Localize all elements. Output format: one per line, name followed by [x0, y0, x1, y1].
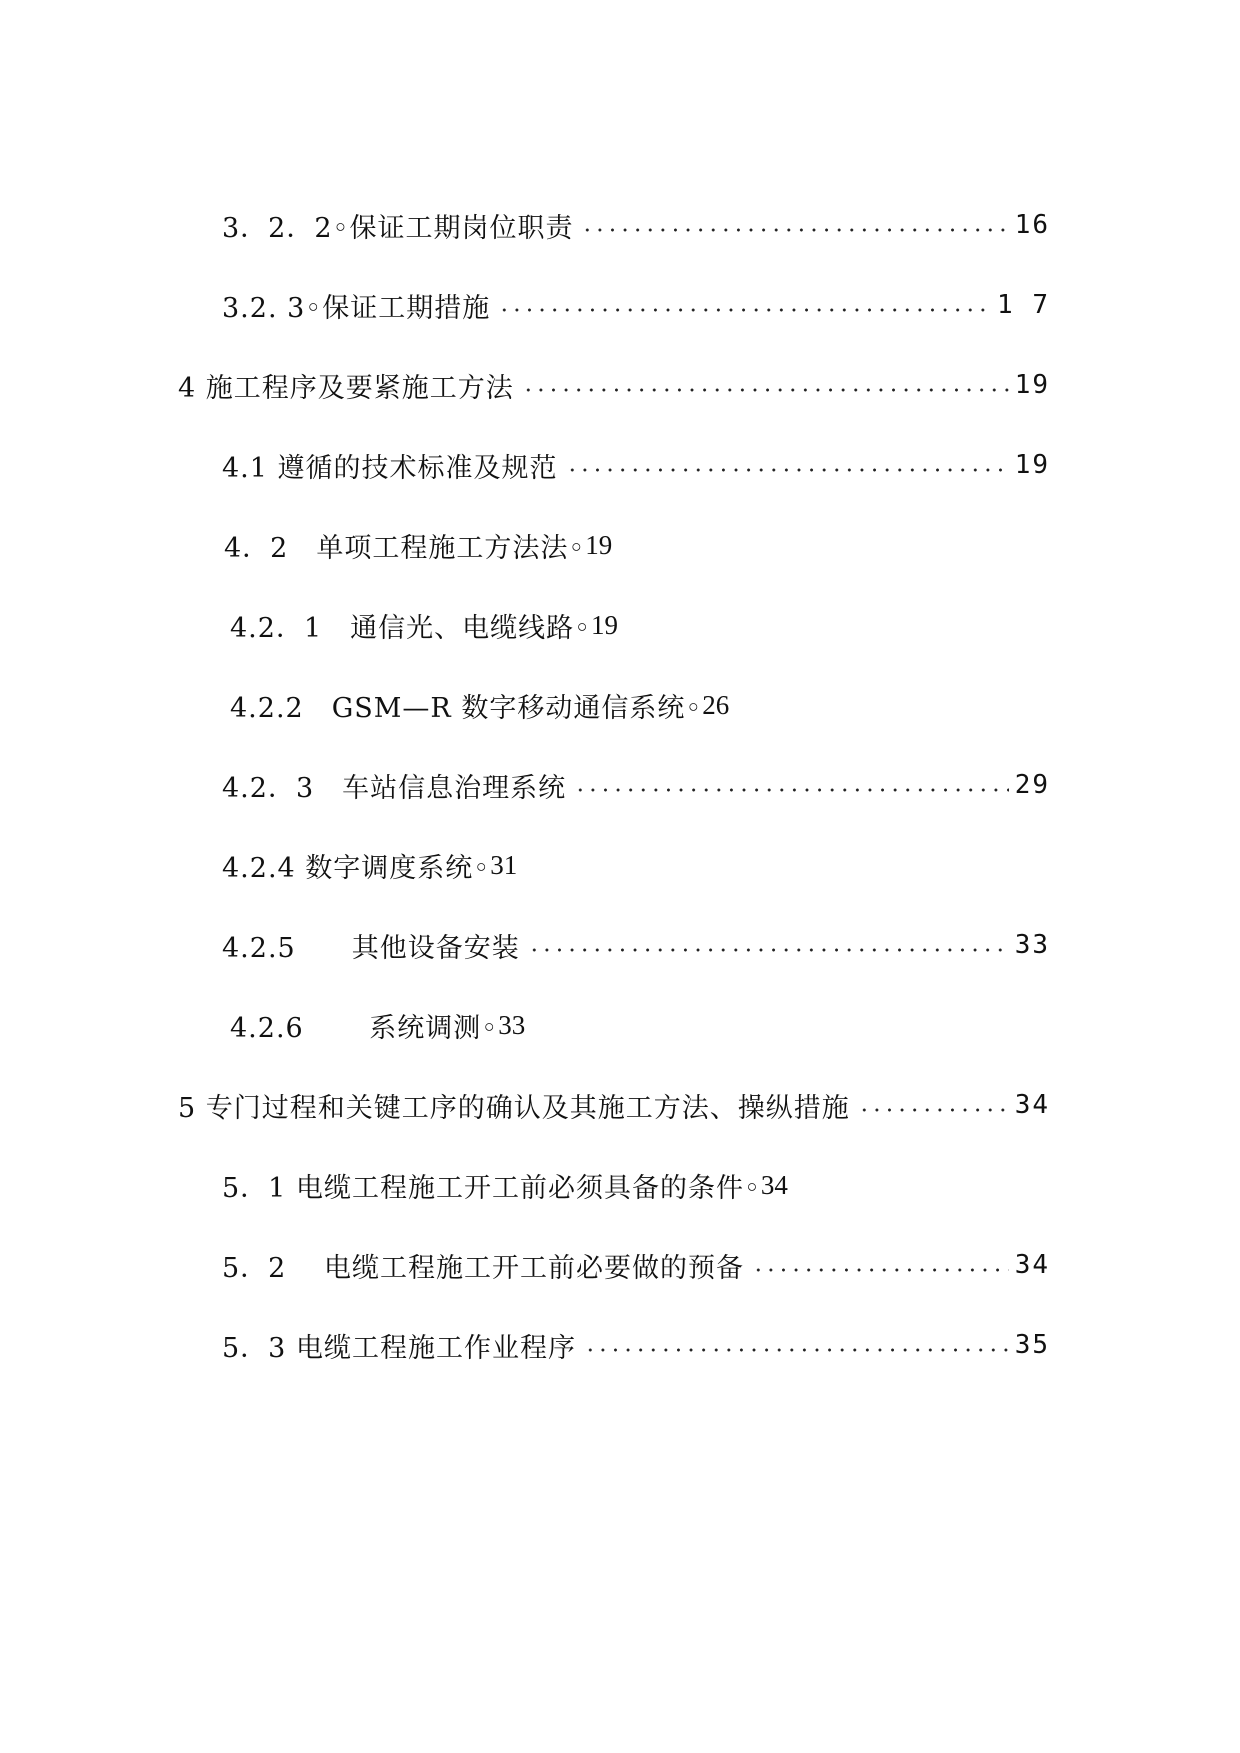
toc-entry-title: 5．2 电缆工程施工开工前必要做的预备	[222, 1252, 744, 1284]
toc-page-number: 16	[1014, 210, 1050, 240]
toc-page-number: 33	[1014, 930, 1050, 960]
toc-page-number: 34	[1014, 1090, 1050, 1120]
toc-entry-4-2-6[interactable]	[230, 1005, 1050, 1045]
toc-page-number: 19	[591, 609, 619, 640]
toc-entry-title: 4.2.4 数字调度系统◦	[222, 852, 491, 884]
toc-entry-title: 5．1 电缆工程施工开工前必须具备的条件◦	[222, 1172, 761, 1204]
toc-entry-4-2-3[interactable]	[222, 765, 1050, 805]
toc-dot-leader	[581, 228, 1008, 232]
toc-page-number: 19	[1014, 450, 1050, 480]
toc-page-number: 34	[760, 1169, 788, 1200]
toc-dot-leader	[752, 1268, 1009, 1272]
toc-entry-title: 3．2．2◦保证工期岗位职责	[222, 212, 574, 244]
toc-entry-title: 4.2.6 系统调测◦	[230, 1012, 499, 1044]
toc-entry-title: 3.2. 3◦保证工期措施	[222, 292, 491, 324]
toc-entry-4-2[interactable]	[224, 525, 1050, 565]
toc-page-number: 31	[490, 849, 518, 880]
toc-entry-title: 5 专门过程和关键工序的确认及其施工方法、操纵措施	[178, 1092, 850, 1124]
toc-entry-4-1[interactable]	[222, 445, 1050, 485]
toc-dot-leader	[528, 948, 1009, 952]
toc-entry-4[interactable]	[178, 365, 1050, 405]
toc-page-number: 29	[1014, 770, 1050, 800]
toc-entry-title: 4．2 单项工程施工方法法◦	[224, 532, 586, 564]
toc-entry-title: 4 施工程序及要紧施工方法	[178, 372, 514, 404]
toc-entry-title: 4.1 遵循的技术标准及规范	[222, 452, 558, 484]
toc-page-number: 1 7	[997, 290, 1050, 320]
toc-dot-leader	[566, 468, 1009, 472]
toc-entry-4-2-2[interactable]	[230, 685, 1050, 725]
toc-page-number: 35	[1014, 1330, 1050, 1360]
toc-entry-title: 4.2．1 通信光、电缆线路◦	[230, 612, 592, 644]
toc-entry-title: 4.2．3 车站信息治理系统	[222, 772, 567, 804]
toc-entry-title: 5．3 电缆工程施工作业程序	[222, 1332, 576, 1364]
toc-entry-5-1[interactable]	[222, 1165, 1050, 1205]
toc-page-number: 34	[1014, 1250, 1050, 1280]
toc-entry-title: 4.2.2 GSM—R 数字移动通信系统◦	[230, 692, 703, 724]
toc-page-number: 26	[702, 689, 730, 720]
toc-entry-4-2-4[interactable]	[222, 845, 1050, 885]
toc-dot-leader	[584, 1348, 1009, 1352]
toc-dot-leader	[574, 788, 1009, 792]
toc-entry-title: 4.2.5 其他设备安装	[222, 932, 520, 964]
toc-page-number: 33	[498, 1009, 526, 1040]
toc-entry-3-2-3[interactable]	[222, 285, 1050, 325]
toc-dot-leader	[498, 308, 991, 312]
toc-page-number: 19	[1014, 370, 1050, 400]
toc-entry-4-2-1[interactable]	[230, 605, 1050, 645]
toc-page-number: 19	[585, 529, 613, 560]
toc-entry-4-2-5[interactable]	[222, 925, 1050, 965]
toc-entry-3-2-2[interactable]	[222, 205, 1050, 245]
toc-entry-5-3[interactable]	[222, 1325, 1050, 1365]
toc-entry-5[interactable]	[178, 1085, 1050, 1125]
toc-dot-leader	[858, 1108, 1009, 1112]
toc-entry-5-2[interactable]	[222, 1245, 1050, 1285]
toc-dot-leader	[522, 388, 1009, 392]
